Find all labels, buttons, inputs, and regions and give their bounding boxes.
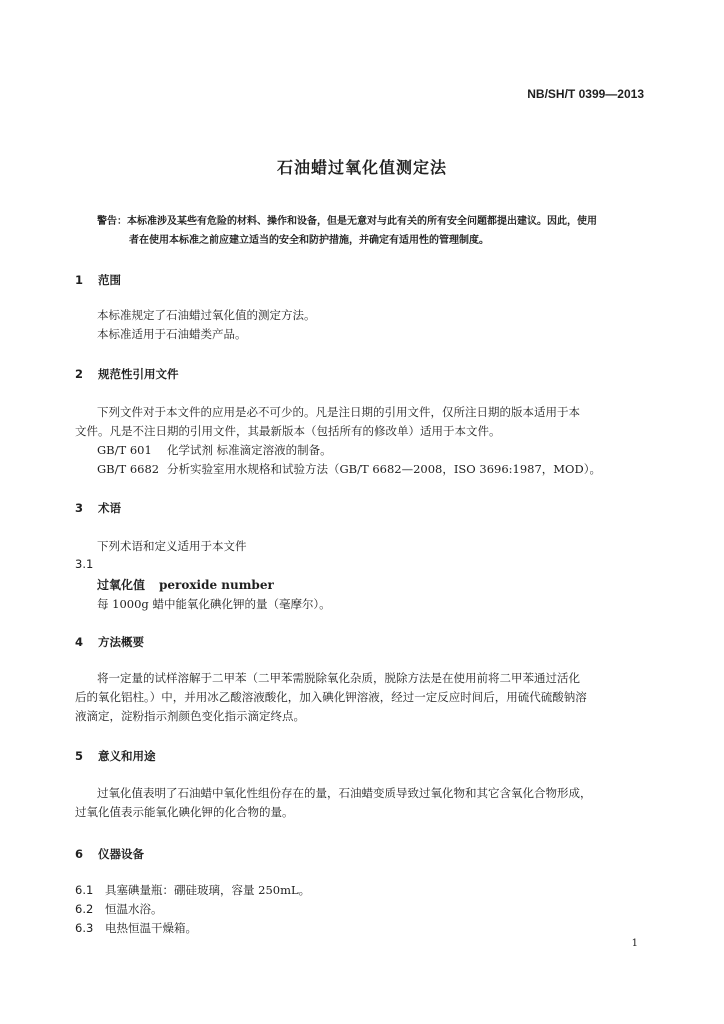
- section-4-line-1: 将一定量的试样溶解于二甲苯（二甲苯需脱除氧化杂质，脱除方法是在使用前将二甲苯通过活化: [97, 671, 580, 685]
- list-item: [75, 882, 310, 898]
- section-number: 3: [75, 501, 84, 515]
- section-2-heading: [75, 366, 179, 382]
- reference-code: GB/T 601: [97, 443, 152, 457]
- normative-reference-2: [97, 460, 601, 479]
- term-chinese: 过氧化值: [97, 578, 146, 592]
- item-text: 电热恒温干燥箱。: [105, 921, 197, 935]
- section-number: 6: [75, 847, 84, 861]
- section-number: 2: [75, 367, 84, 381]
- document-title: 石油蜡过氧化值测定法: [276, 158, 447, 177]
- section-2-paragraph-line-1: 下列文件对于本文件的应用是必不可少的。凡是注日期的引用文件，仅所注日期的版本适用于本: [97, 405, 580, 419]
- section-3-heading: [75, 500, 121, 516]
- clause-number-3-1: 3.1: [75, 557, 94, 571]
- reference-title: 分析实验室用水规格和试验方法（GB/T 6682—2008，ISO 3696:1987，MOD）。: [167, 462, 601, 476]
- section-title: 仪器设备: [98, 847, 144, 861]
- reference-title: 化学试剂 标准滴定溶液的制备。: [167, 443, 332, 457]
- item-number: 6.1: [75, 883, 94, 897]
- normative-reference-1: [97, 441, 332, 460]
- section-3-intro: 下列术语和定义适用于本文件: [97, 539, 247, 553]
- section-number: 1: [75, 273, 84, 287]
- section-title: 方法概要: [98, 635, 144, 649]
- section-4-line-3: 液滴定，淀粉指示剂颜色变化指示滴定终点。: [75, 709, 305, 723]
- item-text: 具塞碘量瓶：硼硅玻璃，容量 250mL。: [105, 883, 311, 897]
- section-5-heading: [75, 748, 156, 764]
- term-english: peroxide number: [159, 578, 274, 592]
- item-number: 6.3: [75, 921, 94, 935]
- list-item: [75, 901, 163, 917]
- warning-line-2: 者在使用本标准之前应建立适当的安全和防护措施，并确定有适用性的管理制度。: [129, 235, 489, 246]
- item-number: 6.2: [75, 902, 94, 916]
- section-number: 4: [75, 635, 84, 649]
- section-4-heading: [75, 634, 144, 650]
- section-5-line-2: 过氧化值表示能氧化碘化钾的化合物的量。: [75, 805, 294, 819]
- term-entry: [97, 576, 274, 593]
- section-5-line-1: 过氧化值表明了石油蜡中氧化性组份存在的量，石油蜡变质导致过氧化物和其它含氧化合物形成，: [97, 786, 592, 800]
- section-number: 5: [75, 749, 84, 763]
- reference-code: GB/T 6682: [97, 462, 160, 476]
- section-title: 意义和用途: [98, 749, 156, 763]
- section-1-paragraph-1: 本标准规定了石油蜡过氧化值的测定方法。: [97, 308, 316, 322]
- page-number: 1: [631, 938, 638, 949]
- standard-code: NB/SH/T 0399—2013: [527, 87, 644, 101]
- section-title: 规范性引用文件: [98, 367, 179, 381]
- section-title: 术语: [98, 501, 121, 515]
- item-text: 恒温水浴。: [105, 902, 163, 916]
- section-4-line-2: 后的氧化铝柱。）中，并用冰乙酸溶液酸化，加入碘化钾溶液，经过一定反应时间后，用硫代硫酸钠溶: [75, 690, 587, 704]
- section-1-paragraph-2: 本标准适用于石油蜡类产品。: [97, 327, 247, 341]
- section-2-paragraph-line-2: 文件。凡是不注日期的引用文件，其最新版本（包括所有的修改单）适用于本文件。: [75, 424, 501, 438]
- section-1-heading: [75, 272, 121, 288]
- section-title: 范围: [98, 273, 121, 287]
- list-item: [75, 920, 197, 936]
- term-definition: 每 1000g 蜡中能氧化碘化钾的量（毫摩尔）。: [97, 597, 331, 611]
- warning-line-1: 警告：本标准涉及某些有危险的材料、操作和设备，但是无意对与此有关的所有安全问题都提出建议。因此，使用: [97, 216, 597, 227]
- section-6-heading: [75, 846, 144, 862]
- safety-warning: [97, 212, 645, 250]
